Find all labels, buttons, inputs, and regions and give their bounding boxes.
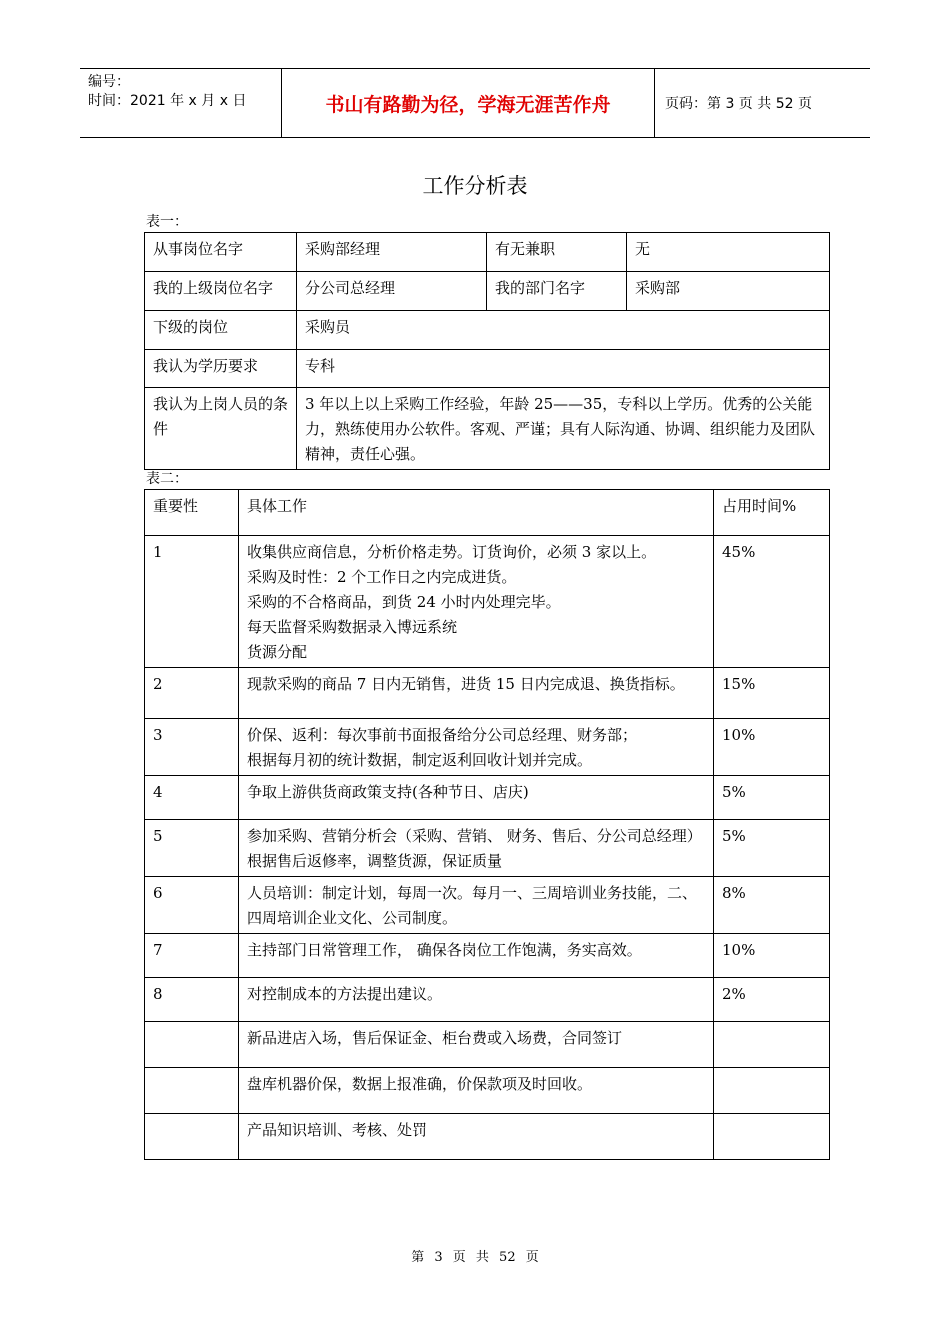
table-row [145, 820, 830, 877]
table-cell: 下级的岗位 [145, 311, 297, 350]
table-cell [145, 1022, 239, 1068]
table-row [145, 272, 830, 311]
time-label: 时间：2021 年 x 月 x 日 [88, 93, 247, 109]
column-header: 重要性 [145, 490, 239, 536]
table-cell: 采购员 [297, 311, 830, 350]
table-row [145, 877, 830, 934]
table-row [145, 350, 830, 388]
table-cell: 8% [714, 877, 830, 934]
table-cell: 5% [714, 820, 830, 877]
table-cell: 7 [145, 934, 239, 978]
table-cell: 采购部 [627, 272, 830, 311]
table-cell: 10% [714, 934, 830, 978]
table-row [145, 1068, 830, 1114]
table-cell: 3 [145, 719, 239, 776]
table-cell: 5 [145, 820, 239, 877]
table-cell: 15% [714, 668, 830, 719]
table-cell: 分公司总经理 [297, 272, 487, 311]
job-info-table [144, 232, 830, 470]
table-row [145, 934, 830, 978]
column-header: 占用时间% [714, 490, 830, 536]
table-row [145, 1114, 830, 1160]
table-cell: 人员培训：制定计划，每周一次。每月一、三周培训业务技能，二、四周培训企业文化、公司制度。 [239, 877, 714, 934]
table-cell: 无 [627, 233, 830, 272]
header-page-info: 页码：第 3 页 共 52 页 [665, 96, 812, 112]
table-cell: 新品进店入场，售后保证金、柜台费或入场费，合同签订 [239, 1022, 714, 1068]
table-cell: 争取上游供货商政策支持(各种节日、店庆) [239, 776, 714, 820]
table-cell: 2% [714, 978, 830, 1022]
table-cell [714, 1068, 830, 1114]
table-cell: 参加采购、营销分析会（采购、营销、 财务、售后、分公司总经理）根据售后返修率，调整货源，保证质量 [239, 820, 714, 877]
table-cell: 有无兼职 [487, 233, 627, 272]
table-cell: 5% [714, 776, 830, 820]
table-cell: 产品知识培训、考核、处罚 [239, 1114, 714, 1160]
column-header: 具体工作 [239, 490, 714, 536]
table-cell: 盘库机器价保，数据上报准确，价保款项及时回收。 [239, 1068, 714, 1114]
table-row [145, 776, 830, 820]
table-row [145, 233, 830, 272]
table-cell: 我认为学历要求 [145, 350, 297, 388]
table-cell [145, 1114, 239, 1160]
table-cell: 现款采购的商品 7 日内无销售，进货 15 日内完成退、换货指标。 [239, 668, 714, 719]
table-cell: 价保、返利：每次事前书面报备给分公司总经理、财务部； 根据每月初的统计数据，制定返利回收计划并完成。 [239, 719, 714, 776]
table-cell: 45% [714, 536, 830, 668]
table-cell: 10% [714, 719, 830, 776]
table-row [145, 668, 830, 719]
table-cell: 采购部经理 [297, 233, 487, 272]
table-cell: 我的部门名字 [487, 272, 627, 311]
page-footer: 第 3 页 共 52 页 [411, 1250, 539, 1265]
table-cell: 从事岗位名字 [145, 233, 297, 272]
table-row [145, 719, 830, 776]
table-cell [145, 1068, 239, 1114]
table-cell: 收集供应商信息，分析价格走势。订货询价，必须 3 家以上。 采购及时性：2 个工作日之内完成进货。 采购的不合格商品，到货 24 小时内处理完毕。 每天监督采购数据录入博远系统 货源分配 [239, 536, 714, 668]
table-row [145, 388, 830, 470]
number-label: 编号： [88, 74, 130, 90]
table-row [145, 536, 830, 668]
table-cell: 主持部门日常管理工作， 确保各岗位工作饱满，务实高效。 [239, 934, 714, 978]
table-cell: 我的上级岗位名字 [145, 272, 297, 311]
duties-table [144, 489, 830, 1160]
table-cell: 对控制成本的方法提出建议。 [239, 978, 714, 1022]
table-cell: 1 [145, 536, 239, 668]
header-meta [80, 69, 282, 137]
table-cell: 4 [145, 776, 239, 820]
table-cell: 我认为上岗人员的条件 [145, 388, 297, 470]
table-cell: 2 [145, 668, 239, 719]
table-cell [714, 1022, 830, 1068]
table-cell: 专科 [297, 350, 830, 388]
table-row [145, 978, 830, 1022]
table-cell: 8 [145, 978, 239, 1022]
page-header [80, 68, 870, 138]
header-motto: 书山有路勤为径，学海无涯苦作舟 [282, 69, 655, 137]
table2-caption: 表二： [146, 471, 188, 487]
table-cell [714, 1114, 830, 1160]
table-row [145, 311, 830, 350]
table1-caption: 表一： [146, 214, 188, 230]
table-cell: 3 年以上以上采购工作经验，年龄 25——35，专科以上学历。优秀的公关能力，熟练使用办公软件。客观、严谨；具有人际沟通、协调、组织能力及团队精神，责任心强。 [297, 388, 830, 470]
page-title: 工作分析表 [422, 174, 528, 198]
table-header-row [145, 490, 830, 536]
table-cell: 6 [145, 877, 239, 934]
table-row [145, 1022, 830, 1068]
